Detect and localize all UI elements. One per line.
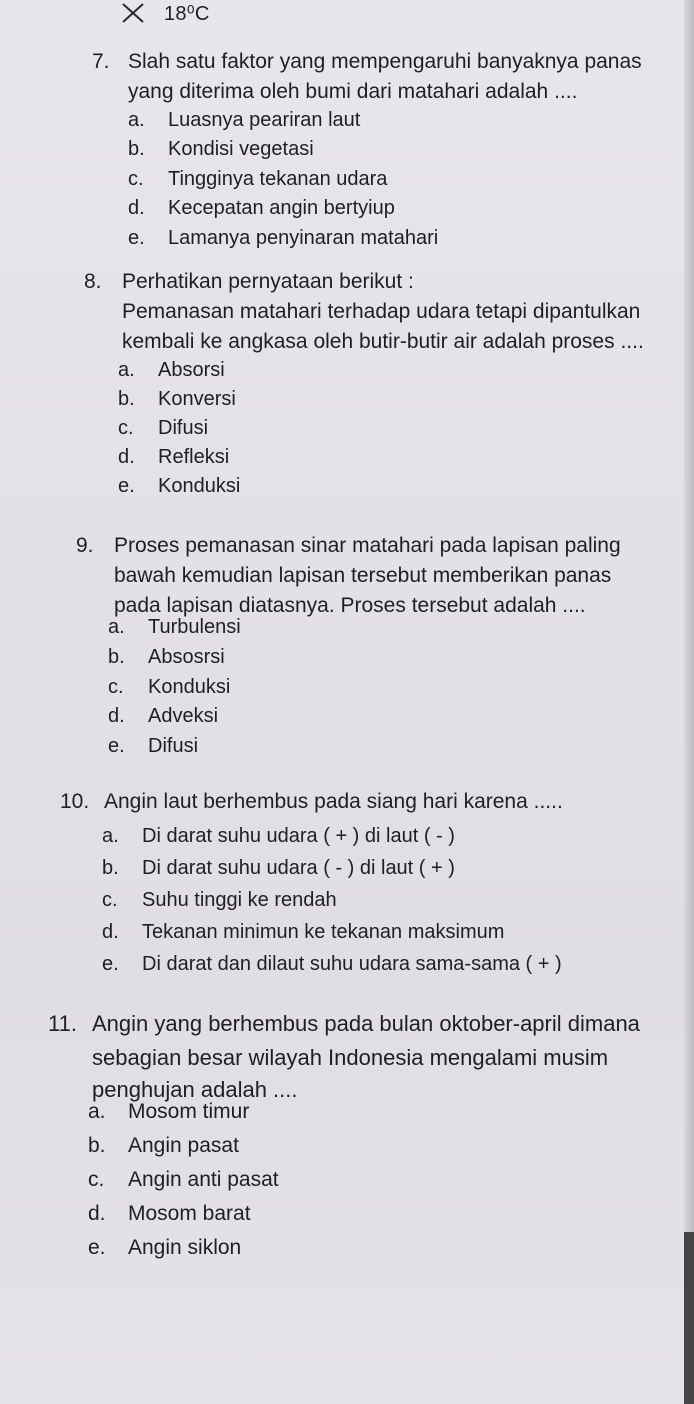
option-letter: e. [88, 1236, 106, 1259]
option-letter: d. [108, 705, 125, 727]
option-text: Kondisi vegetasi [168, 138, 314, 160]
question-text-line: pada lapisan diatasnya. Proses tersebut adalah .... [114, 594, 586, 617]
question-text-line: Angin yang berhembus pada bulan oktober-april dimana [92, 1011, 640, 1036]
option-b[interactable] [128, 135, 314, 163]
option-text: Mosom timur [128, 1100, 250, 1123]
option-c[interactable] [88, 1166, 279, 1194]
option-text: Luasnya peariran laut [168, 109, 361, 131]
option-letter: a. [88, 1100, 106, 1123]
option-text: Konduksi [148, 676, 231, 698]
option-letter: b. [108, 646, 125, 668]
option-text: Tingginya tekanan udara [168, 168, 388, 190]
option-letter: e. [128, 227, 145, 249]
option-text: Di darat suhu udara ( - ) di laut ( + ) [142, 857, 455, 879]
question-number: 9. [76, 534, 94, 557]
option-letter: b. [88, 1134, 106, 1157]
option-a[interactable] [118, 356, 225, 384]
option-e[interactable] [88, 1234, 241, 1262]
option-text: Turbulensi [148, 616, 241, 638]
question-text-line: Pemanasan matahari terhadap udara tetapi dipantulkan [122, 300, 641, 323]
question-number: 8. [84, 270, 102, 293]
option-text: Tekanan minimun ke tekanan maksimum [142, 921, 505, 943]
question-text-line: yang diterima oleh bumi dari matahari adalah .... [128, 80, 578, 103]
question-text-line: kembali ke angkasa oleh butir-butir air adalah proses .... [122, 330, 644, 353]
option-letter: c. [108, 676, 124, 698]
option-c[interactable] [108, 673, 230, 701]
option-e[interactable] [118, 472, 240, 500]
option-letter: e. [108, 735, 125, 757]
option-letter: d. [128, 197, 145, 219]
option-d[interactable] [102, 918, 504, 946]
option-text: Mosom barat [128, 1202, 251, 1225]
option-letter: a. [118, 359, 135, 381]
question-text-line: Slah satu faktor yang mempengaruhi banyaknya panas [128, 50, 642, 73]
option-letter: e. [102, 953, 119, 975]
option-text: Konversi [158, 388, 236, 410]
question-number: 11. [48, 1011, 77, 1036]
option-letter: b. [102, 857, 119, 879]
question-text-line: bawah kemudian lapisan tersebut memberikan panas [114, 564, 612, 587]
option-text: Di darat suhu udara ( + ) di laut ( - ) [142, 825, 455, 847]
option-text: Angin siklon [128, 1236, 242, 1259]
option-letter: a. [128, 109, 145, 131]
option-e[interactable] [128, 224, 438, 252]
option-text: Difusi [148, 735, 199, 757]
option-c[interactable] [128, 165, 387, 193]
option-d[interactable] [128, 194, 395, 222]
option-letter: c. [118, 417, 134, 439]
option-a[interactable] [88, 1098, 249, 1126]
option-text: Absorsi [158, 359, 225, 381]
option-c[interactable] [102, 886, 337, 914]
option-letter: c. [128, 168, 144, 190]
option-text: Suhu tinggi ke rendah [142, 889, 337, 911]
option-letter: d. [88, 1202, 106, 1225]
option-letter: c. [102, 889, 118, 911]
question-text-line: Perhatikan pernyataan berikut : [122, 270, 414, 293]
option-letter: e. [118, 475, 135, 497]
temperature-label: 18⁰C [164, 2, 210, 25]
option-text: Angin anti pasat [128, 1168, 279, 1191]
option-letter: b. [128, 138, 145, 160]
option-letter: d. [102, 921, 119, 943]
option-letter: b. [118, 388, 135, 410]
option-a[interactable] [128, 106, 360, 134]
cross-mark-icon [120, 2, 146, 24]
question-number: 10. [60, 790, 90, 813]
option-letter: d. [118, 446, 135, 468]
option-text: Absosrsi [148, 646, 225, 668]
option-a[interactable] [108, 613, 241, 641]
question-text-line: sebagian besar wilayah Indonesia mengalami musim [92, 1045, 609, 1070]
option-text: Kecepatan angin bertyiup [168, 197, 395, 219]
page-edge [684, 0, 694, 1404]
option-e[interactable] [108, 732, 198, 760]
header [120, 0, 210, 26]
option-letter: c. [88, 1168, 105, 1191]
option-c[interactable] [118, 414, 208, 442]
option-text: Angin pasat [128, 1134, 239, 1157]
option-letter: a. [102, 825, 119, 847]
option-text: Refleksi [158, 446, 230, 468]
option-d[interactable] [118, 443, 229, 471]
question-text-line: Proses pemanasan sinar matahari pada lapisan paling [114, 534, 621, 557]
option-text: Di darat dan dilaut suhu udara sama-sama ( + ) [142, 953, 562, 975]
option-d[interactable] [108, 702, 218, 730]
option-text: Konduksi [158, 475, 241, 497]
option-b[interactable] [118, 385, 236, 413]
option-b[interactable] [108, 643, 225, 671]
option-d[interactable] [88, 1200, 251, 1228]
option-text: Adveksi [148, 705, 219, 727]
option-letter: a. [108, 616, 125, 638]
question-text-line: Angin laut berhembus pada siang hari karena ..... [104, 790, 563, 813]
dark-edge [684, 1232, 694, 1404]
question-number: 7. [92, 50, 110, 73]
option-a[interactable] [102, 822, 455, 850]
option-e[interactable] [102, 950, 562, 978]
option-text: Lamanya penyinaran matahari [168, 227, 439, 249]
option-b[interactable] [88, 1132, 239, 1160]
option-b[interactable] [102, 854, 455, 882]
option-text: Difusi [158, 417, 209, 439]
question-text-line: penghujan adalah .... [92, 1077, 298, 1102]
